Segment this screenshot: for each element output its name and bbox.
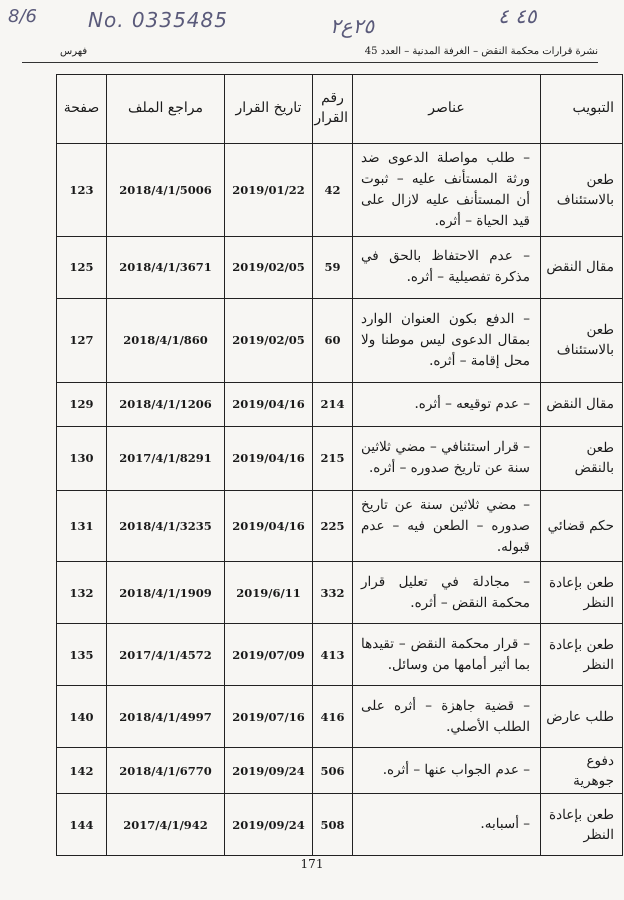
row-decision-number: 214 (313, 382, 353, 426)
row-decision-date: 2019/04/16 (225, 382, 313, 426)
row-section: طعن بإعادة النظر (541, 562, 623, 624)
table-row (57, 748, 623, 794)
row-file-ref: 2017/4/1/8291 (107, 426, 225, 490)
row-file-ref: 2018/4/1/1909 (107, 562, 225, 624)
table-row (57, 562, 623, 624)
handwritten-serial-number: No. 0335485 (88, 8, 228, 32)
row-elements: – عدم توقيعه – أثره. (353, 382, 541, 426)
row-file-ref: 2018/4/1/3235 (107, 490, 225, 562)
section-label: فهرس (60, 46, 88, 57)
row-decision-date: 2019/02/05 (225, 298, 313, 382)
row-section: مقال النقض (541, 236, 623, 298)
row-page: 127 (57, 298, 107, 382)
row-page: 131 (57, 490, 107, 562)
row-elements: – مضي ثلاثين سنة عن تاريخ صدوره – الطعن فيه – عدم قبوله. (353, 490, 541, 562)
row-decision-number: 416 (313, 686, 353, 748)
row-elements: – قرار محكمة النقض – تقيدها بما أثير أمامها من وسائل. (353, 624, 541, 686)
row-elements: – قضية جاهزة – أثره على الطلب الأصلي. (353, 686, 541, 748)
row-file-ref: 2018/4/1/1206 (107, 382, 225, 426)
row-section: طعن بالاستئناف (541, 144, 623, 237)
row-decision-number: 225 (313, 490, 353, 562)
row-section: حكم قضائي (541, 490, 623, 562)
handwritten-right-note: ٤٥ ٤ (498, 4, 537, 28)
row-decision-number: 332 (313, 562, 353, 624)
row-decision-date: 2019/09/24 (225, 794, 313, 856)
table-header-row (57, 75, 623, 144)
row-elements: – عدم الاحتفاظ بالحق في مذكرة تفصيلية – أثره. (353, 236, 541, 298)
row-elements: – عدم الجواب عنها – أثره. (353, 748, 541, 794)
bulletin-title: نشرة قرارات محكمة النقض – الغرفة المدنية – العدد 45 (364, 46, 598, 57)
row-file-ref: 2018/4/1/6770 (107, 748, 225, 794)
row-decision-number: 42 (313, 144, 353, 237)
row-decision-date: 2019/6/11 (225, 562, 313, 624)
row-decision-date: 2019/07/16 (225, 686, 313, 748)
row-file-ref: 2018/4/1/3671 (107, 236, 225, 298)
row-page: 125 (57, 236, 107, 298)
row-elements: – طلب مواصلة الدعوى ضد ورثة المستأنف عليه – ثبوت أن المستأنف عليه لازال على قيد الحياة – أثره. (353, 144, 541, 237)
header-section: التبويب (541, 75, 623, 144)
row-decision-date: 2019/02/05 (225, 236, 313, 298)
row-decision-date: 2019/04/16 (225, 426, 313, 490)
table-row (57, 490, 623, 562)
row-page: 140 (57, 686, 107, 748)
handwritten-page-note: 8/6 (8, 6, 37, 27)
row-section: مقال النقض (541, 382, 623, 426)
row-file-ref: 2018/4/1/860 (107, 298, 225, 382)
row-decision-number: 508 (313, 794, 353, 856)
row-section: طعن بالاستئناف (541, 298, 623, 382)
row-page: 132 (57, 562, 107, 624)
row-file-ref: 2017/4/1/4572 (107, 624, 225, 686)
table-row (57, 426, 623, 490)
row-page: 129 (57, 382, 107, 426)
row-page: 142 (57, 748, 107, 794)
row-section: طعن بالنقض (541, 426, 623, 490)
table-row (57, 624, 623, 686)
row-decision-date: 2019/04/16 (225, 490, 313, 562)
row-page: 123 (57, 144, 107, 237)
row-elements: – الدفع بكون العنوان الوارد بمقال الدعوى ليس موطنا ولا محل إقامة – أثره. (353, 298, 541, 382)
row-page: 135 (57, 624, 107, 686)
row-page: 130 (57, 426, 107, 490)
row-file-ref: 2017/4/1/942 (107, 794, 225, 856)
row-decision-date: 2019/09/24 (225, 748, 313, 794)
header-file-ref: مراجع الملف (107, 75, 225, 144)
table-row (57, 144, 623, 237)
table-row (57, 298, 623, 382)
row-file-ref: 2018/4/1/4997 (107, 686, 225, 748)
row-section: طلب عارض (541, 686, 623, 748)
row-decision-date: 2019/01/22 (225, 144, 313, 237)
row-elements: – مجادلة في تعليل قرار محكمة النقض – أثره. (353, 562, 541, 624)
table-row (57, 236, 623, 298)
table-row (57, 382, 623, 426)
running-header (22, 46, 598, 63)
header-decision-date: تاريخ القرار (225, 75, 313, 144)
row-decision-number: 413 (313, 624, 353, 686)
row-page: 144 (57, 794, 107, 856)
table-row (57, 686, 623, 748)
row-section: دفوع جوهرية (541, 748, 623, 794)
row-section: طعن بإعادة النظر (541, 794, 623, 856)
row-decision-number: 506 (313, 748, 353, 794)
index-table (56, 74, 623, 856)
table-row (57, 794, 623, 856)
row-elements: – قرار استئنافي – مضي ثلاثين سنة عن تاريخ صدوره – أثره. (353, 426, 541, 490)
handwritten-center-note: ٢٥ع٢ (330, 14, 375, 38)
row-file-ref: 2018/4/1/5006 (107, 144, 225, 237)
header-elements: عناصر (353, 75, 541, 144)
row-section: طعن بإعادة النظر (541, 624, 623, 686)
row-decision-date: 2019/07/09 (225, 624, 313, 686)
header-decision-number: رقم القرار (313, 75, 353, 144)
header-page: صفحة (57, 75, 107, 144)
row-decision-number: 59 (313, 236, 353, 298)
page-number: 171 (300, 857, 324, 871)
row-decision-number: 215 (313, 426, 353, 490)
row-decision-number: 60 (313, 298, 353, 382)
row-elements: – أسبابه. (353, 794, 541, 856)
